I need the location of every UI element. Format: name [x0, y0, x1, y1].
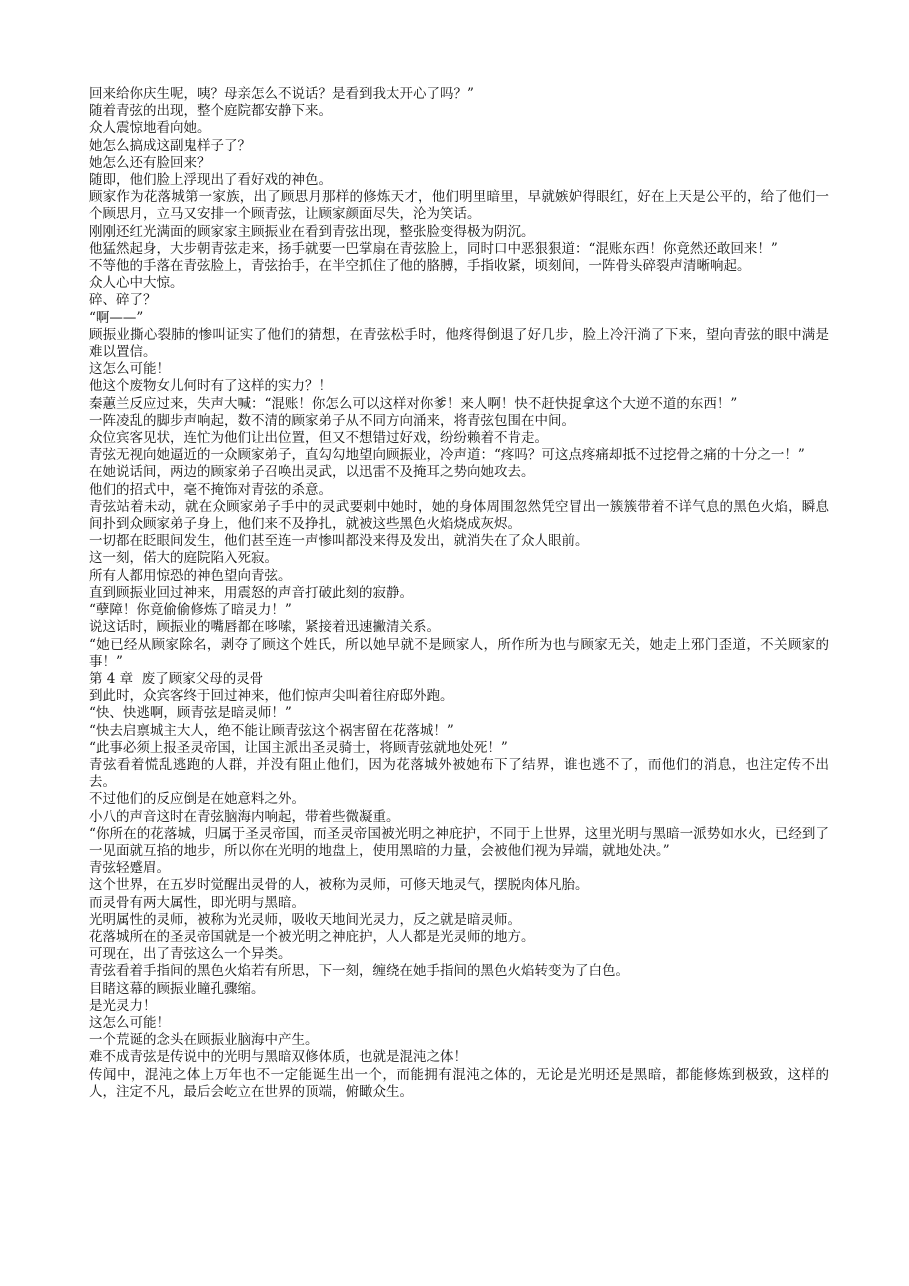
text-paragraph: 他们的招式中，毫不掩饰对青弦的杀意。 — [89, 481, 332, 498]
text-paragraph: 不过他们的反应倒是在她意料之外。 — [89, 791, 305, 808]
document-page — [89, 86, 829, 1101]
text-paragraph: 他这个废物女儿何时有了这样的实力？！ — [89, 378, 332, 395]
text-paragraph: 传闻中，混沌之体上万年也不一定能诞生出一个，而能拥有混沌之体的，无论是光明还是黑暗，都能修炼到极致，这样的人，注定不凡，最后会屹立在世界的顶端，俯瞰众生。 — [89, 1066, 829, 1100]
text-paragraph: 青弦站着未动，就在众顾家弟子手中的灵武要刺中她时，她的身体周围忽然凭空冒出一簇簇带着不详气息的黑色火焰，瞬息间扑到众顾家弟子身上，他们来不及挣扎，就被这些黑色火焰烧成灰烬。 — [89, 498, 829, 533]
text-paragraph: 一阵凌乱的脚步声响起，数不清的顾家弟子从不同方向涌来，将青弦包围在中间。 — [89, 412, 575, 429]
text-paragraph: 顾家作为花落城第一家族，出了顾思月那样的修炼天才，他们明里暗里，早就嫉妒得眼红，好在上天是公平的，给了他们一个顾思月，立马又安排一个顾青弦，让顾家颜面尽失，沦为笑话。 — [89, 189, 829, 223]
text-paragraph: “你所在的花落城，归属于圣灵帝国，而圣灵帝国被光明之神庇护，不同于上世界，这里光明与黑暗一派势如水火，已经到了一见面就互掐的地步，所以你在光明的地盘上，使用黑暗的力量，会被他们视为异端，就地处决。” — [89, 825, 829, 859]
text-paragraph: 说这话时，顾振业的嘴唇都在哆嗦，紧接着迅速撇清关系。 — [89, 619, 440, 636]
text-paragraph: 是光灵力！ — [89, 997, 157, 1014]
text-paragraph: “快、快逃啊，顾青弦是暗灵师！” — [89, 705, 292, 722]
text-paragraph: 所有人都用惊恐的神色望向青弦。 — [89, 567, 292, 584]
text-paragraph: 而灵骨有两大属性，即光明与黑暗。 — [89, 894, 305, 911]
text-paragraph: 一个荒诞的念头在顾振业脑海中产生。 — [89, 1032, 319, 1049]
text-paragraph: 这怎么可能！ — [89, 1014, 170, 1031]
text-paragraph: 碎、碎了？ — [89, 292, 157, 309]
text-paragraph: 随着青弦的出现，整个庭院都安静下来。 — [89, 103, 332, 120]
text-paragraph: 刚刚还红光满面的顾家家主顾振业在看到青弦出现，整张脸变得极为阴沉。 — [89, 223, 535, 240]
text-paragraph: 这怎么可能！ — [89, 361, 170, 378]
text-paragraph: 这一刻，偌大的庭院陷入死寂。 — [89, 550, 278, 567]
text-paragraph: 到此时，众宾客终于回过神来，他们惊声尖叫着往府邸外跑。 — [89, 688, 454, 705]
text-paragraph: 一切都在眨眼间发生，他们甚至连一声惨叫都没来得及发出，就消失在了众人眼前。 — [89, 533, 589, 550]
text-paragraph: 目睹这幕的顾振业瞳孔骤缩。 — [89, 980, 265, 997]
text-paragraph: 可现在，出了青弦这么一个异类。 — [89, 946, 292, 963]
text-paragraph: “孽障！你竟偷偷修炼了暗灵力！” — [89, 602, 292, 619]
text-paragraph: 难不成青弦是传说中的光明与黑暗双修体质，也就是混沌之体！ — [89, 1049, 467, 1066]
text-paragraph: 她怎么还有脸回来？ — [89, 154, 211, 171]
text-paragraph: 直到顾振业回过神来，用震怒的声音打破此刻的寂静。 — [89, 584, 413, 601]
text-paragraph: 回来给你庆生呢，咦？母亲怎么不说话？是看到我太开心了吗？” — [89, 86, 474, 102]
chapter-heading: 第 4 章 废了顾家父母的灵骨 — [89, 670, 264, 687]
text-paragraph: 他猛然起身，大步朝青弦走来，扬手就要一巴掌扇在青弦脸上，同时口中恶狠狠道：“混账东西！你竟然还敢回来！” — [89, 240, 778, 257]
text-paragraph: “她已经从顾家除名，剥夺了顾这个姓氏，所以她早就不是顾家人，所作所为也与顾家无关，她走上邪门歪道，不关顾家的事！” — [89, 636, 829, 670]
text-paragraph: 她怎么搞成这副鬼样子了？ — [89, 137, 251, 154]
text-paragraph: 顾振业撕心裂肺的惨叫证实了他们的猜想，在青弦松手时，他疼得倒退了好几步，脸上冷汗淌了下来，望向青弦的眼中满是难以置信。 — [89, 326, 829, 361]
text-paragraph: 众人震惊地看向她。 — [89, 120, 211, 137]
text-paragraph: 秦蕙兰反应过来，失声大喊：“混账！你怎么可以这样对你爹！来人啊！快不赶快捉拿这个大逆不道的东西！” — [89, 395, 738, 412]
text-paragraph: 不等他的手落在青弦脸上，青弦抬手，在半空抓住了他的胳膊，手指收紧，顷刻间，一阵骨头碎裂声清晰响起。 — [89, 258, 751, 275]
text-paragraph: “此事必须上报圣灵帝国，让国主派出圣灵骑士，将顾青弦就地处死！” — [89, 739, 508, 756]
text-paragraph: 青弦看着手指间的黑色火焰若有所思，下一刻，缠绕在她手指间的黑色火焰转变为了白色。 — [89, 963, 629, 980]
text-paragraph: 光明属性的灵师，被称为光灵师，吸收天地间光灵力，反之就是暗灵师。 — [89, 911, 521, 928]
text-paragraph: 青弦看着慌乱逃跑的人群，并没有阻止他们，因为花落城外被她布下了结界，谁也逃不了，而他们的消息，也注定传不出去。 — [89, 756, 829, 791]
text-paragraph: “快去启禀城主大人，绝不能让顾青弦这个祸害留在花落城！” — [89, 722, 454, 739]
text-paragraph: 花落城所在的圣灵帝国就是一个被光明之神庇护，人人都是光灵师的地方。 — [89, 928, 535, 945]
text-paragraph: 众位宾客见状，连忙为他们让出位置，但又不想错过好戏，纷纷赖着不肯走。 — [89, 430, 548, 447]
text-paragraph: 随即，他们脸上浮现出了看好戏的神色。 — [89, 172, 332, 189]
text-paragraph: 众人心中大惊。 — [89, 275, 184, 292]
text-paragraph: 小八的声音这时在青弦脑海内响起，带着些微凝重。 — [89, 808, 400, 825]
text-paragraph: “啊——” — [89, 309, 144, 326]
text-paragraph: 青弦无视向她逼近的一众顾家弟子，直勾勾地望向顾振业，冷声道：“疼吗？可这点疼痛却抵不过挖骨之痛的十分之一！” — [89, 447, 805, 464]
text-paragraph: 这个世界，在五岁时觉醒出灵骨的人，被称为灵师，可修天地灵气，摆脱肉体凡胎。 — [89, 877, 589, 894]
text-paragraph: 在她说话间，两边的顾家弟子召唤出灵武，以迅雷不及掩耳之势向她攻去。 — [89, 464, 535, 481]
text-paragraph: 青弦轻蹙眉。 — [89, 860, 170, 877]
